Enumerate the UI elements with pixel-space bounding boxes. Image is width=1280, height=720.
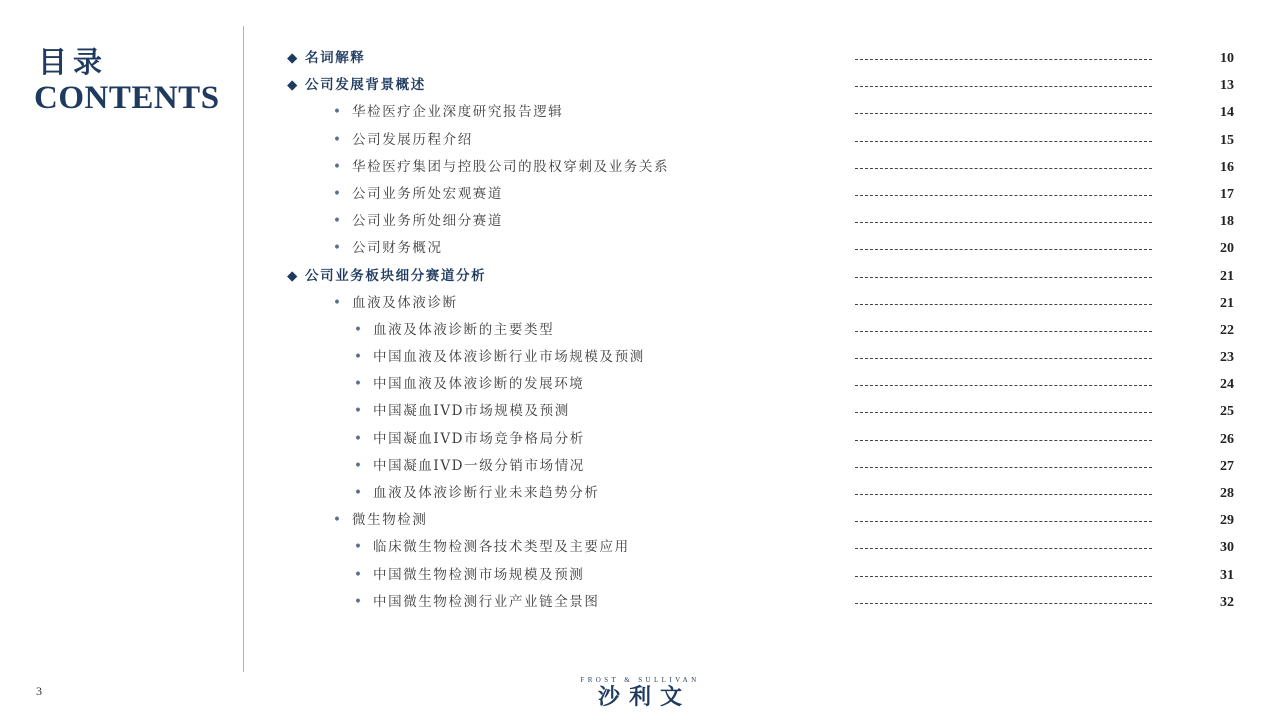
- toc-entry-text: [354, 371, 584, 398]
- dashed-leader-line: [855, 304, 1152, 305]
- bullet-icon: •: [333, 240, 341, 257]
- dashed-leader-line: [855, 249, 1152, 250]
- diamond-bullet-icon: ◆: [287, 50, 298, 66]
- toc-page-number: 24: [1220, 377, 1234, 393]
- toc-page-number: 32: [1220, 594, 1234, 610]
- toc-entry-text: [287, 263, 486, 290]
- dashed-leader-line: [855, 467, 1152, 468]
- toc-entry-label: 中国微生物检测行业产业链全景图: [373, 593, 600, 610]
- dashed-leader-line: [855, 412, 1152, 413]
- toc-entry-label: 血液及体液诊断的主要类型: [373, 321, 555, 338]
- bullet-icon: •: [333, 294, 341, 311]
- toc-entry[interactable]: [0, 290, 1280, 317]
- toc-entry-label: 中国微生物检测市场规模及预测: [373, 566, 585, 583]
- toc-page-number: 28: [1220, 486, 1234, 501]
- dashed-leader-line: [855, 59, 1152, 60]
- toc-entry-label: 中国血液及体液诊断的发展环境: [373, 376, 585, 393]
- toc-entry-text: [354, 453, 585, 480]
- toc-entry-label: 华检医疗集团与控股公司的股权穿刺及业务关系: [352, 158, 670, 175]
- toc-page-number: 27: [1220, 458, 1234, 474]
- toc-entry-text: [354, 426, 585, 453]
- toc-page-number: 29: [1220, 513, 1234, 529]
- logo-chinese-text: 沙利文: [597, 685, 691, 710]
- dashed-leader-line: [855, 141, 1152, 142]
- bullet-icon: •: [333, 512, 341, 529]
- toc-entry[interactable]: [0, 371, 1280, 398]
- toc-entry-text: [333, 181, 503, 208]
- toc-entry-label: 临床微生物检测各技术类型及主要应用: [373, 539, 630, 556]
- toc-entry-text: [354, 562, 584, 589]
- toc-entry[interactable]: [0, 263, 1280, 290]
- bullet-icon: •: [333, 104, 341, 121]
- toc-entry-label: 微生物检测: [352, 512, 428, 529]
- toc-entry[interactable]: [0, 45, 1280, 72]
- diamond-bullet-icon: ◆: [287, 77, 298, 94]
- toc-entry-label: 中国血液及体液诊断行业市场规模及预测: [373, 349, 645, 366]
- toc-entry[interactable]: [0, 562, 1280, 589]
- toc-entry[interactable]: [0, 344, 1280, 371]
- logo-english-text: FROST & SULLIVAN: [580, 676, 700, 684]
- toc-page-number: 14: [1220, 105, 1234, 121]
- toc-page-number: 17: [1220, 186, 1234, 202]
- toc-entry-text: [333, 154, 669, 181]
- toc-entry-text: [354, 534, 630, 561]
- toc-page-number: 31: [1220, 567, 1234, 583]
- bullet-icon: •: [354, 566, 362, 583]
- dashed-leader-line: [855, 358, 1152, 359]
- bullet-icon: •: [333, 131, 341, 148]
- toc-entry-text: [333, 290, 458, 317]
- bullet-icon: •: [354, 321, 362, 338]
- toc-entry-label: 血液及体液诊断: [352, 294, 458, 311]
- bullet-icon: •: [333, 185, 341, 202]
- toc-entry-text: [287, 45, 365, 72]
- dashed-leader-line: [855, 222, 1152, 223]
- toc-page-number: 20: [1220, 241, 1234, 257]
- toc-entry-label: 中国凝血IVD市场规模及预测: [373, 403, 570, 420]
- toc-page-number: 26: [1220, 431, 1234, 447]
- dashed-leader-line: [855, 277, 1152, 278]
- toc-entry[interactable]: [0, 127, 1280, 154]
- toc-entry[interactable]: [0, 235, 1280, 262]
- dashed-leader-line: [855, 494, 1152, 495]
- toc-entry-text: [333, 127, 473, 154]
- toc-entry[interactable]: [0, 72, 1280, 99]
- toc-entry[interactable]: [0, 480, 1280, 507]
- toc-entry[interactable]: [0, 507, 1280, 534]
- toc-page-number: 16: [1220, 159, 1234, 175]
- toc-entry[interactable]: [0, 317, 1280, 344]
- toc-page-number: 25: [1220, 404, 1234, 420]
- table-of-contents: [0, 45, 1280, 616]
- frost-sullivan-logo: [572, 676, 708, 712]
- bullet-icon: •: [333, 158, 341, 175]
- dashed-leader-line: [855, 331, 1152, 332]
- bullet-icon: •: [354, 376, 362, 393]
- toc-entry-text: [354, 317, 554, 344]
- toc-entry[interactable]: [0, 99, 1280, 126]
- toc-page-number: 30: [1220, 540, 1234, 556]
- bullet-icon: •: [354, 593, 362, 610]
- dashed-leader-line: [855, 113, 1152, 114]
- toc-entry-label: 公司发展历程介绍: [352, 131, 473, 148]
- toc-entry[interactable]: [0, 453, 1280, 480]
- toc-page-number: 10: [1220, 51, 1234, 66]
- bullet-icon: •: [354, 403, 362, 420]
- diamond-bullet-icon: ◆: [287, 267, 298, 284]
- toc-entry[interactable]: [0, 426, 1280, 453]
- toc-entry-text: [333, 507, 428, 534]
- bullet-icon: •: [333, 213, 341, 230]
- toc-page-number: 15: [1220, 132, 1234, 148]
- toc-entry-label: 中国凝血IVD一级分销市场情况: [373, 457, 585, 474]
- title-english: CONTENTS: [34, 80, 220, 116]
- toc-entry-label: 公司发展背景概述: [305, 77, 426, 94]
- toc-entry-text: [354, 589, 600, 616]
- toc-entry-label: 血液及体液诊断行业未来趋势分析: [373, 485, 600, 501]
- toc-entry-label: 公司业务板块细分赛道分析: [305, 267, 487, 284]
- page-number: 3: [36, 684, 42, 698]
- toc-page-number: 22: [1220, 322, 1234, 338]
- dashed-leader-line: [855, 86, 1152, 87]
- dashed-leader-line: [855, 440, 1152, 441]
- toc-entry-text: [287, 72, 426, 99]
- toc-entry-text: [333, 208, 503, 235]
- toc-entry[interactable]: [0, 398, 1280, 425]
- dashed-leader-line: [855, 168, 1152, 169]
- toc-page-number: 23: [1220, 350, 1234, 366]
- bullet-icon: •: [354, 349, 362, 366]
- toc-entry-label: 公司财务概况: [352, 240, 443, 257]
- toc-entry-text: [354, 398, 570, 425]
- toc-entry[interactable]: [0, 181, 1280, 208]
- toc-entry-label: 公司业务所处细分赛道: [352, 213, 503, 230]
- toc-entry-label: 公司业务所处宏观赛道: [352, 185, 503, 202]
- toc-entry-text: [354, 344, 645, 371]
- toc-page-number: 18: [1220, 214, 1234, 230]
- dashed-leader-line: [855, 548, 1152, 549]
- toc-page-number: 21: [1220, 268, 1234, 284]
- toc-entry-label: 中国凝血IVD市场竞争格局分析: [373, 430, 585, 447]
- dashed-leader-line: [855, 576, 1152, 577]
- toc-page-number: 13: [1220, 78, 1234, 94]
- dashed-leader-line: [855, 521, 1152, 522]
- bullet-icon: •: [354, 539, 362, 556]
- toc-entry[interactable]: [0, 208, 1280, 235]
- toc-entry-label: 华检医疗企业深度研究报告逻辑: [352, 104, 564, 121]
- toc-page-number: 21: [1220, 295, 1234, 311]
- dashed-leader-line: [855, 195, 1152, 196]
- toc-entry-text: [333, 235, 443, 262]
- bullet-icon: •: [354, 485, 362, 501]
- dashed-leader-line: [855, 385, 1152, 386]
- toc-entry[interactable]: [0, 534, 1280, 561]
- toc-entry-text: [354, 480, 600, 507]
- toc-entry[interactable]: [0, 154, 1280, 181]
- title-chinese: 目录: [38, 45, 109, 79]
- toc-entry-label: 名词解释: [305, 50, 366, 66]
- dashed-leader-line: [855, 603, 1152, 604]
- toc-entry[interactable]: [0, 589, 1280, 616]
- bullet-icon: •: [354, 457, 362, 474]
- bullet-icon: •: [354, 430, 362, 447]
- toc-entry-text: [333, 99, 563, 126]
